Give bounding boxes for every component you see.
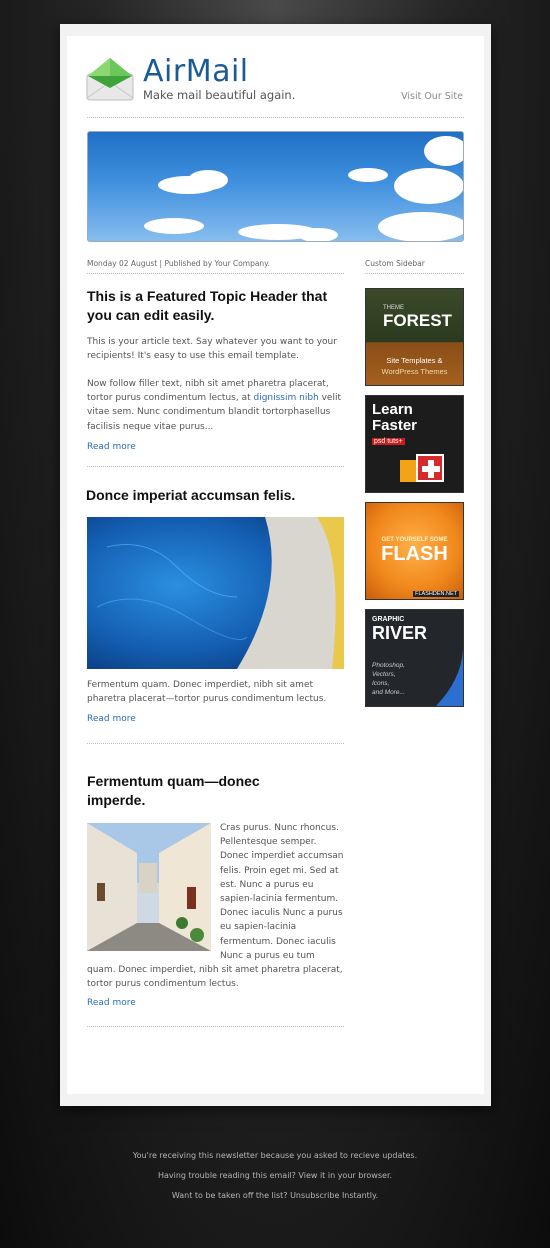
ad-1-line2: FOREST bbox=[383, 311, 452, 330]
footer-line-2[interactable]: Having trouble reading this email? View it in your browser. bbox=[157, 1171, 393, 1180]
published-meta: Monday 02 August | Published by Your Company. bbox=[87, 259, 270, 268]
ad-4-line6: and More... bbox=[372, 689, 405, 696]
folder-icon bbox=[400, 460, 416, 482]
cross-horizontal bbox=[422, 466, 440, 472]
ad-4-line5: Icons, bbox=[372, 680, 390, 687]
article-3-divider bbox=[87, 1026, 344, 1027]
ad-4-line2: RIVER bbox=[372, 623, 428, 643]
brand-tagline: Make mail beautiful again. bbox=[143, 88, 296, 102]
header-divider bbox=[87, 117, 464, 118]
article-2-body: Fermentum quam. Donec imperdiet, nibh sit amet pharetra placerat—tortor purus condimentum lectus. bbox=[87, 680, 327, 705]
sidebar-ad-themeforest[interactable] bbox=[365, 288, 464, 386]
article-1-body-text: Now follow filler text, nibh sit amet pharetra placerat, tortor purus condimentum lectus, at bbox=[87, 379, 329, 404]
ad-1-line1: THEME bbox=[383, 305, 404, 311]
ad-3-line2: FLASH bbox=[381, 543, 448, 565]
ad-4-line4: Vectors, bbox=[372, 671, 396, 678]
article-3-read-more-link[interactable]: Read more bbox=[87, 998, 136, 1008]
article-3-body bbox=[87, 821, 345, 991]
pool-illustration bbox=[87, 517, 344, 669]
image-float-spacer bbox=[87, 821, 220, 953]
article-1-read-more-link[interactable]: Read more bbox=[87, 442, 136, 452]
sidebar-ad-flashden[interactable] bbox=[365, 502, 464, 600]
ad-3-line3: FLASHDEN.NET bbox=[415, 591, 457, 597]
hero-cloud bbox=[348, 168, 388, 182]
ad-4-line3: Photoshop, bbox=[372, 662, 405, 669]
article-2-title: Donce imperiat accumsan felis. bbox=[86, 487, 296, 503]
article-1-title: This is a Featured Topic Header that you can edit easily. bbox=[87, 288, 328, 323]
ad-1-line4: WordPress Themes bbox=[381, 367, 448, 376]
footer-line-1: You're receiving this newsletter because you asked to recieve updates. bbox=[132, 1151, 418, 1160]
footer-line-3[interactable]: Want to be taken off the list? Unsubscribe Instantly. bbox=[171, 1191, 379, 1200]
hero-cloud bbox=[394, 168, 464, 204]
ad-2-line1: Learn bbox=[372, 401, 413, 418]
hero-cloud bbox=[144, 218, 204, 234]
article-1-intro: This is your article text. Say whatever you want to your recipients! It's easy to use this email template. bbox=[87, 337, 337, 362]
hero-sky-image bbox=[87, 131, 464, 242]
ad-2-line2: Faster bbox=[372, 417, 418, 434]
hero-cloud bbox=[298, 228, 338, 242]
hero-cloud bbox=[424, 136, 464, 166]
sidebar-title: Custom Sidebar bbox=[365, 259, 425, 268]
envelope-logo-icon bbox=[86, 56, 134, 102]
first-aid-icon bbox=[416, 454, 444, 482]
article-1-inline-link[interactable]: dignissim nibh bbox=[253, 393, 319, 404]
sidebar-ad-psdtuts[interactable] bbox=[365, 395, 464, 493]
meta-divider bbox=[87, 273, 344, 274]
article-2-read-more-link[interactable]: Read more bbox=[87, 714, 136, 724]
brand-title: AirMail bbox=[143, 54, 249, 89]
hero-cloud bbox=[378, 212, 464, 242]
ad-3-line1: GET YOURSELF SOME bbox=[381, 537, 448, 543]
article-3-body-text: Cras purus. Nunc rhoncus. Pellentesque semper. Donec imperdiet accumsan felis. Proin eget mi. Sed at est. Nunc a purus eu sapien-lacinia fermentum. Donec iaculis Nunc a purus eu sapien-lacinia fermentum. Donec iaculis Nunc a purus eu tum quam. Donec imperdiet, nibh sit amet pharetra placerat, tortor purus condimentum lectus. bbox=[87, 823, 344, 990]
article-1-body-text-end: velit vitae sem. Nunc condimentum blandit tortorphasellus facilisis neque vitae purus... bbox=[87, 393, 342, 432]
ad-1-line3: Site Templates & bbox=[386, 356, 443, 365]
article-2-divider bbox=[87, 743, 344, 744]
hero-cloud bbox=[188, 170, 228, 190]
ad-2-line3: psd tuts+ bbox=[374, 438, 403, 445]
pool-image bbox=[87, 517, 344, 669]
article-3-title: Fermentum quam—donec imperde. bbox=[87, 773, 260, 808]
sidebar-divider bbox=[365, 273, 464, 274]
ad-4-line1: GRAPHIC bbox=[372, 616, 405, 623]
article-1-divider bbox=[87, 466, 344, 467]
visit-site-link[interactable]: Visit Our Site bbox=[401, 91, 463, 102]
article-1-body bbox=[87, 377, 345, 434]
sidebar-ad-graphicriver[interactable] bbox=[365, 609, 464, 707]
